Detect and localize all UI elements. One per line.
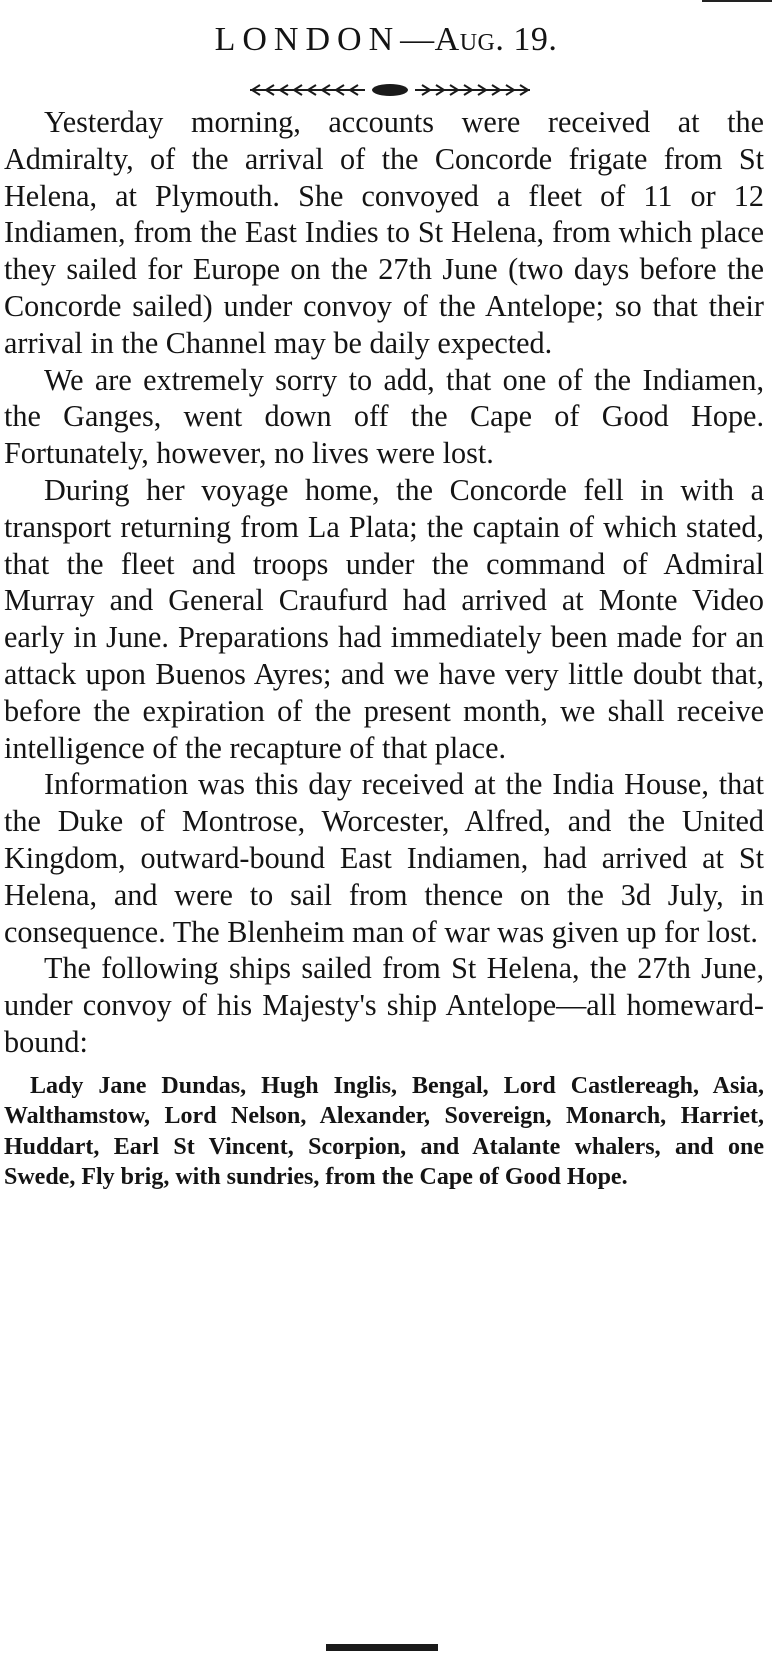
ornamental-divider: [240, 82, 540, 98]
paragraph-india-house: Information was this day received at the India House, that the Duke of Montrose, Worcester, Alfred, and the United Kingdom, outward-bound East Indiamen, had arrived at St Helena, and were to sail from thence on the 3d July, in consequence. The Blenheim man of war was given up for lost.: [4, 767, 764, 949]
dateline-city: LONDON: [214, 21, 401, 58]
paragraph-la-plata: During her voyage home, the Concorde fell in with a transport returning from La Plata; the captain of which stated, that the fleet and troops under the command of Admiral Murray and General Craufurd had arrived at Monte Video early in June. Preparations had immediately been made for an attack upon Buenos Ayres; and we have very little doubt that, before the expiration of the present month, we shall receive intelligence of the recapture of that place.: [4, 472, 764, 765]
dateline-date: —Aug. 19.: [400, 21, 558, 58]
paragraph-ganges-loss: We are extremely sorry to add, that one of the Indiamen, the Ganges, went down off the Cape of Good Hope. Fortunately, however, no lives were lost.: [4, 362, 764, 471]
paragraph-concorde-arrival: Yesterday morning, accounts were received at the Admiralty, of the arrival of the Concorde frigate from St Helena, at Plymouth. She convoyed a fleet of 11 or 12 Indiamen, from the East Indies to St Helena, from which place they sailed for Europe on the 27th June (two days before the Concorde sailed) under convoy of the Antelope; so that their arrival in the Channel may be daily expected.: [4, 105, 764, 360]
ship-list: Lady Jane Dundas, Hugh Inglis, Bengal, Lord Castlereagh, Asia, Walthamstow, Lord Nelson, Alexander, Sovereign, Monarch, Harriet, Huddart, Earl St Vincent, Scorpion, and Atalante whalers, and one Swede, Fly brig, with sundries, from the Cape of Good Hope.: [4, 1072, 764, 1191]
paragraph-ships-intro: The following ships sailed from St Helena, the 27th June, under convoy of his Majesty's ship Antelope—all homeward-bound:: [4, 951, 764, 1059]
dateline-heading: [0, 18, 772, 62]
bottom-rule: [326, 1644, 438, 1651]
top-rule: [702, 0, 772, 2]
article-body: [4, 104, 764, 1193]
